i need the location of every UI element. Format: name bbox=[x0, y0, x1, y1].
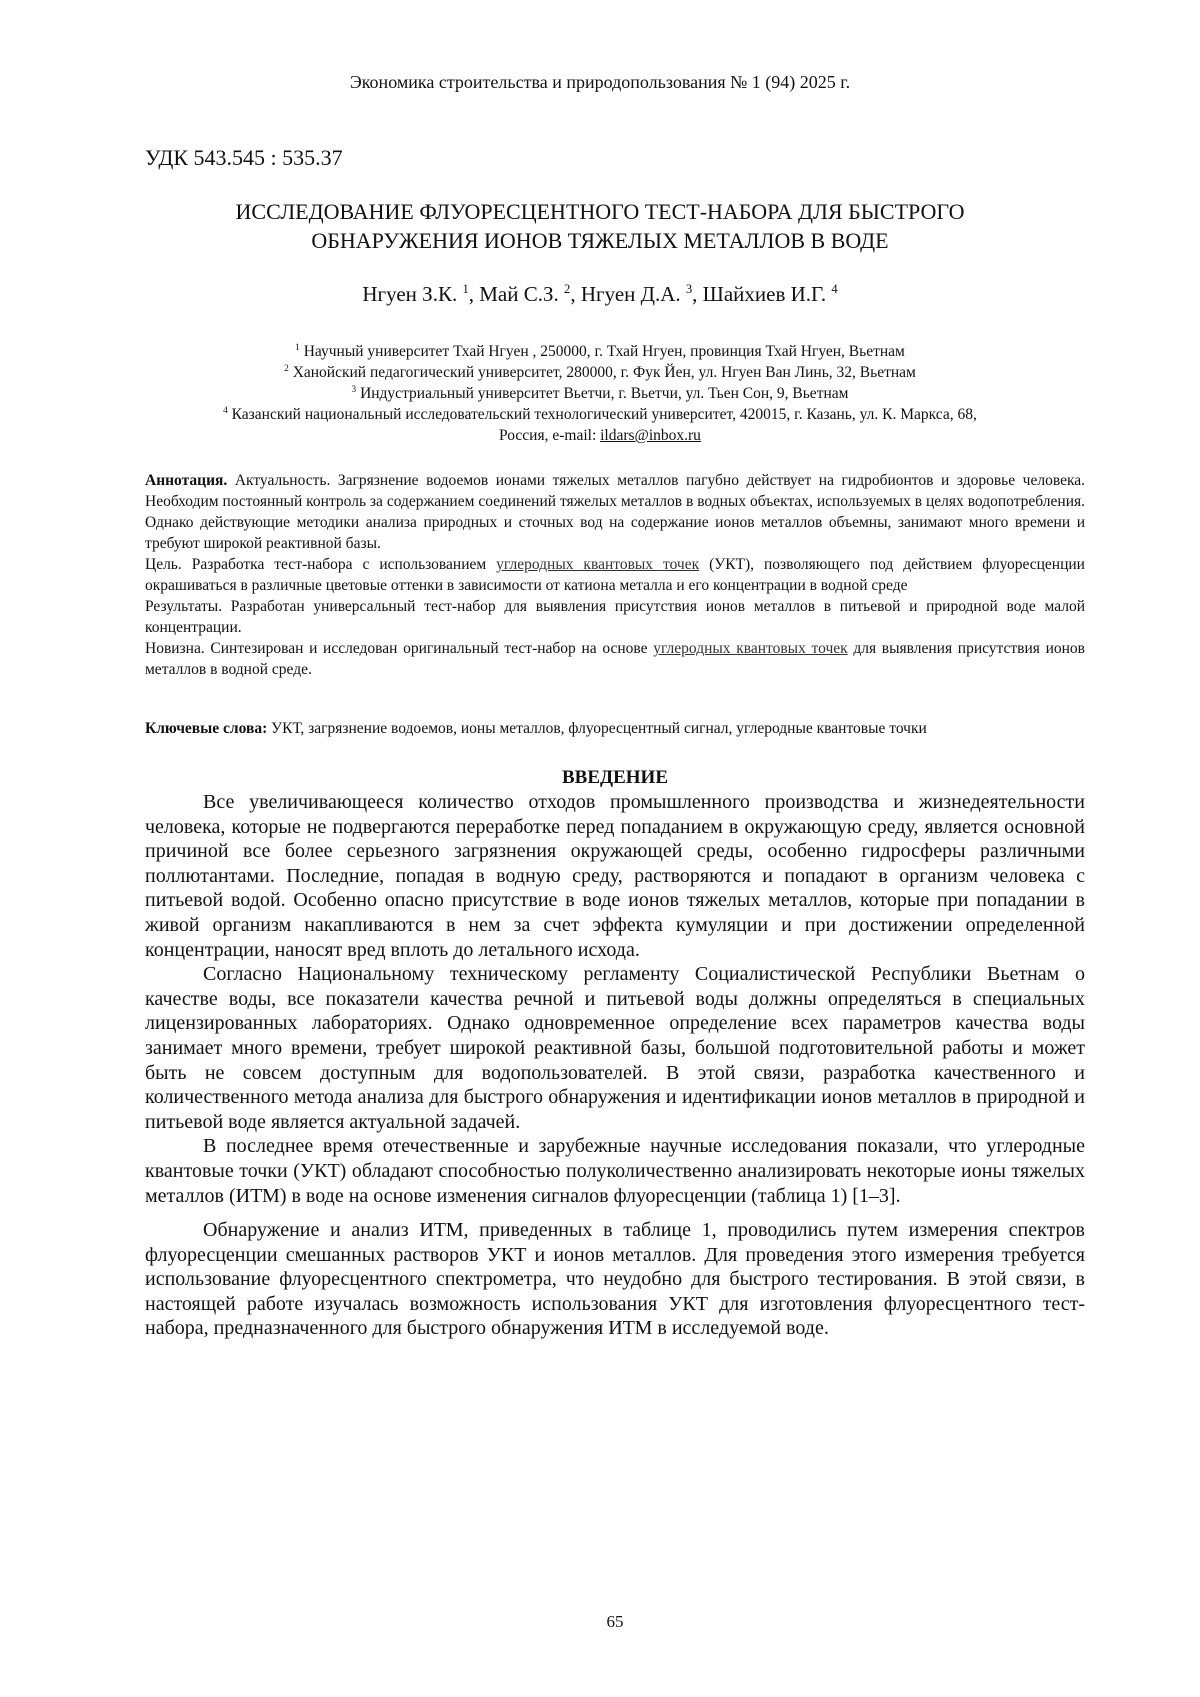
abstract-relevance bbox=[145, 470, 1085, 554]
abstract-results: Результаты. Разработан универсальный тест-набор для выявления присутствия ионов металлов в питьевой и природной воде малой концентрации. bbox=[145, 598, 1085, 636]
affiliation bbox=[150, 362, 1050, 383]
abstract-goal-text-end: (УКТ), позволяющего под действием флуоресценции окрашиваться в различные цветовые оттенки в зависимости от катиона металла и его концентрации в водной среде bbox=[145, 556, 1085, 594]
affiliation-text: Ханойский педагогический университет, 280000, г. Фук Йен, ул. Нгуен Ван Линь, 32, Вьетнам bbox=[292, 364, 916, 381]
author-list: Нгуен З.К. $^1$, Май С.З. $^2$, Нгуен Д.А. $^3$, Шайхиев И.Г. $^4$ bbox=[362, 282, 838, 306]
keywords-label: Ключевые слова: bbox=[145, 720, 268, 737]
affiliation bbox=[150, 383, 1050, 404]
author-mark: 1 bbox=[462, 282, 469, 296]
author-name: Нгуен Д.А. bbox=[580, 282, 681, 306]
affiliation-mark: 3 bbox=[351, 384, 357, 395]
author-name: Нгуен З.К. bbox=[362, 282, 458, 306]
affiliation bbox=[150, 404, 1050, 425]
abstract-relevance-text: Актуальность. Загрязнение водоемов ионами тяжелых металлов пагубно действует на гидробионтов и здоровье человека. Необходим постоянный контроль за содержанием соединений тяжелых металлов в водных объектах, используемых в целях водопотребления. Однако действующие методики анализа природных и сточных вод на содержание ионов металлов объемны, занимают много времени и требуют широкой реактивной базы. bbox=[145, 472, 1085, 552]
body-paragraph: В последнее время отечественные и зарубежные научные исследования показали, что углеродные квантовые точки (УКТ) обладают способностью полуколичественно анализировать некоторые ионы тяжелых металлов (ИТМ) в воде на основе изменения сигналов флуоресценции (таблица 1) [1–3]. bbox=[145, 1135, 1085, 1207]
affiliation-country: Россия, e-mail: bbox=[499, 427, 601, 444]
affiliation-mark: 2 bbox=[284, 363, 289, 374]
author-mark: 4 bbox=[831, 282, 838, 296]
section-body bbox=[145, 790, 1085, 1341]
author-name: Шайхиев И.Г. bbox=[702, 282, 827, 306]
abstract bbox=[145, 470, 1085, 680]
abstract-novelty-text: Новизна. Синтезирован и исследован оригинальный тест-набор на основе bbox=[145, 640, 654, 657]
author-mark: 3 bbox=[685, 282, 693, 296]
running-head: Экономика строительства и природопользования № 1 (94) 2025 г. bbox=[349, 72, 851, 92]
affiliation bbox=[150, 341, 1050, 362]
abstract-novelty-text-end: для выявления присутствия ионов металлов в водной среде. bbox=[145, 640, 1085, 678]
article-title-line-2: ОБНАРУЖЕНИЯ ИОНОВ ТЯЖЕЛЫХ МЕТАЛЛОВ В ВОДЕ bbox=[311, 228, 889, 253]
affiliation-list bbox=[150, 341, 1050, 446]
abstract-label: Аннотация. bbox=[145, 472, 228, 489]
affiliation-continuation bbox=[150, 425, 1050, 446]
cqd-link[interactable]: углеродных квантовых точек bbox=[653, 640, 848, 657]
udk-code: УДК 543.545 : 535.37 bbox=[145, 145, 343, 170]
affiliation-text: Научный университет Тхай Нгуен , 250000, г. Тхай Нгуен, провинция Тхай Нгуен, Вьетнам bbox=[303, 343, 905, 360]
keywords-text: УКТ, загрязнение водоемов, ионы металлов, флуоресцентный сигнал, углеродные квантовые точки bbox=[267, 720, 927, 737]
affiliation-text: Индустриальный университет Вьетчи, г. Вьетчи, ул. Тьен Сон, 9, Вьетнам bbox=[360, 385, 849, 402]
article-title bbox=[180, 197, 1020, 255]
cqd-link[interactable]: углеродных квантовых точек bbox=[496, 556, 700, 573]
abstract-goal-text: Цель. Разработка тест-набора с использованием bbox=[145, 556, 497, 573]
affiliation-mark: 1 bbox=[295, 342, 300, 353]
affiliation-text: Казанский национальный исследовательский технологический университет, 420015, г. Казань, ул. К. Маркса, 68, bbox=[231, 406, 977, 423]
body-paragraph: Все увеличивающееся количество отходов промышленного производства и жизнедеятельности человека, которые не подвергаются переработке перед попаданием в окружающую среду, является основной причиной все более серьезного загрязнения окружающей среды, особенно гидросферы различными поллютантами. Последние, попадая в водную среду, растворяются и попадают в организм человека с питьевой водой. Особенно опасно присутствие в воде ионов тяжелых металлов, которые при попадании в живой организм накапливаются в нем за счет эффекта кумуляции и при достижении определенной концентрации, наносят вред вплоть до летального исхода. bbox=[145, 791, 1085, 961]
author-mark: 2 bbox=[564, 282, 571, 296]
body-paragraph: Согласно Национальному техническому регламенту Социалистической Республики Вьетнам о качестве воды, все показатели качества речной и питьевой воды должны определяться в специальных лицензированных лабораториях. Однако одновременное определение всех параметров качества воды занимает много времени, требует широкой реактивной базы, большой подготовительной работы и может быть не совсем доступным для водопользователей. В этой связи, разработка качественного и количественного метода анализа для быстрого обнаружения и идентификации ионов металлов в природной и питьевой воде является актуальной задачей. bbox=[145, 963, 1085, 1133]
page-number: 65 bbox=[606, 1612, 624, 1631]
section-heading: ВВЕДЕНИЕ bbox=[562, 767, 668, 788]
abstract-goal bbox=[145, 554, 1085, 596]
author-name: Май С.З. bbox=[479, 282, 559, 306]
body-paragraph: Обнаружение и анализ ИТМ, приведенных в таблице 1, проводились путем измерения спектров флуоресценции смешанных растворов УКТ и ионов металлов. Для проведения этого измерения требуется использование флуоресцентного спектрометра, что неудобно для быстрого тестирования. В этой связи, в настоящей работе изучалась возможность использования УКТ для изготовления флуоресцентного тест-набора, предназначенного для быстрого обнаружения ИТМ в исследуемой воде. bbox=[145, 1219, 1085, 1340]
email-link[interactable]: ildars@inbox.ru bbox=[600, 427, 701, 444]
keywords bbox=[145, 718, 1085, 739]
affiliation-mark: 4 bbox=[223, 405, 228, 416]
abstract-novelty bbox=[145, 638, 1085, 680]
article-title-line-1: ИССЛЕДОВАНИЕ ФЛУОРЕСЦЕНТНОГО ТЕСТ-НАБОРА ДЛЯ БЫСТРОГО bbox=[235, 199, 965, 224]
